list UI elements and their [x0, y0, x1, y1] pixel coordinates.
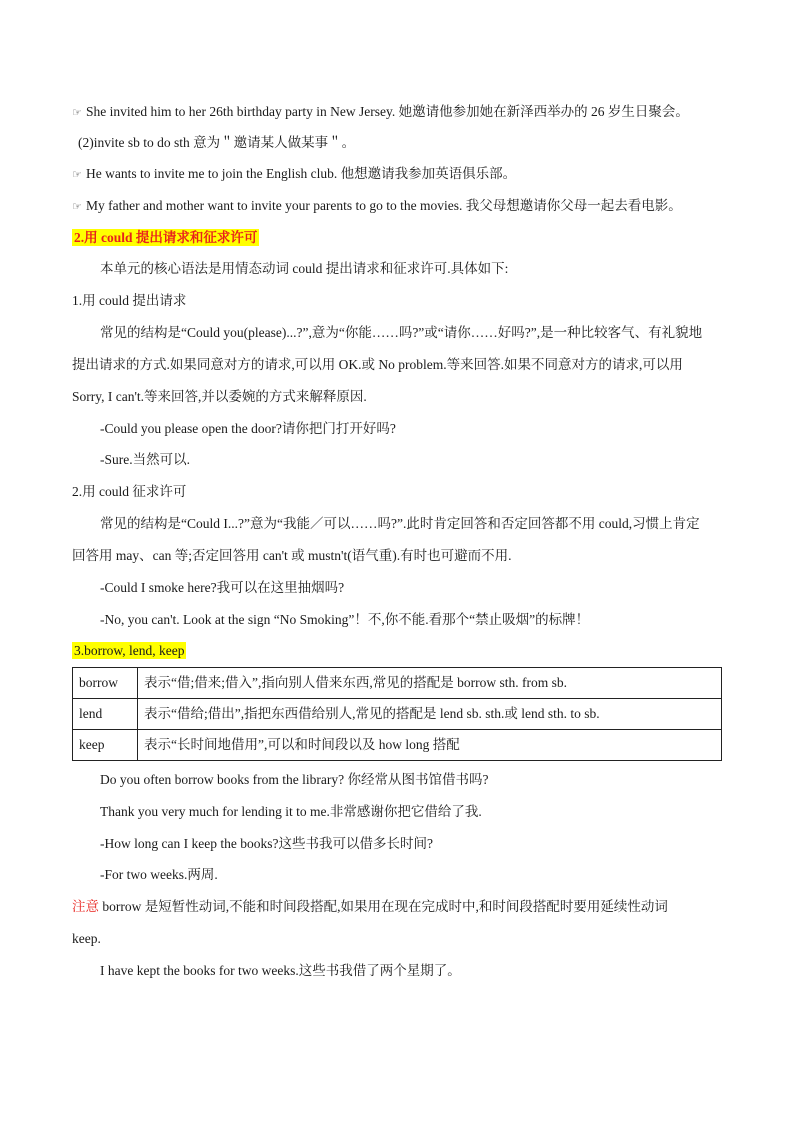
section-intro: 本单元的核心语法是用情态动词 could 提出请求和征求许可.具体如下:	[100, 261, 509, 276]
subheading: 2.用 could 征求许可	[72, 484, 187, 499]
paragraph-line: Sorry, I can't.等来回答,并以委婉的方式来解释原因.	[72, 389, 367, 404]
dialog-line: -Sure.当然可以.	[100, 452, 190, 467]
paragraph-line: 常见的结构是“Could I...?”意为“我能／可以……吗?”.此时肯定回答和否定回答都不用 could,习惯上肯定	[100, 516, 700, 531]
paragraph-line: 提出请求的方式.如果同意对方的请求,可以用 OK.或 No problem.等来回答.如果不同意对方的请求,可以用	[72, 357, 683, 372]
table-cell-desc: 表示“借给;借出”,指把东西借给别人,常见的搭配是 lend sb. sth.或 lend sth. to sb.	[138, 699, 722, 730]
example-sentence: Thank you very much for lending it to me.非常感谢你把它借给了我.	[100, 804, 482, 819]
note-label: 注意	[72, 899, 99, 914]
dialog-line: -Could you please open the door?请你把门打开好吗?	[100, 421, 396, 436]
dialog-line: -No, you can't. Look at the sign “No Smoking”！不,你不能.看那个“禁止吸烟”的标牌！	[100, 612, 590, 627]
table-cell-word: borrow	[73, 668, 138, 699]
table-row	[73, 668, 722, 699]
dialog-line: -How long can I keep the books?这些书我可以借多长时间?	[100, 836, 433, 851]
section-heading-could: 2.用 could 提出请求和征求许可	[74, 230, 258, 245]
note-continuation: keep.	[72, 931, 101, 946]
section-heading-borrow-lend-keep: 3.borrow, lend, keep	[74, 643, 185, 658]
table-cell-word: lend	[73, 699, 138, 730]
subheading: 1.用 could 提出请求	[72, 293, 187, 308]
table-cell-desc: 表示“长时间地借用”,可以和时间段以及 how long 搭配	[138, 730, 722, 761]
table-cell-word: keep	[73, 730, 138, 761]
example-sentence: ☞ She invited him to her 26th birthday party in New Jersey. 她邀请他参加她在新泽西举办的 26 岁生日聚会。	[72, 103, 689, 122]
table-row	[73, 699, 722, 730]
table-cell-desc: 表示“借;借来;借入”,指向别人借来东西,常见的搭配是 borrow sth. from sb.	[138, 668, 722, 699]
vocab-table	[72, 667, 722, 761]
example-sentence: Do you often borrow books from the library? 你经常从图书馆借书吗?	[100, 772, 489, 787]
dialog-line: -For two weeks.两周.	[100, 867, 218, 882]
pointing-hand-icon: ☞	[72, 106, 82, 119]
example-sentence: ☞ My father and mother want to invite your parents to go to the movies. 我父母想邀请你父母一起去看电影。	[72, 197, 682, 216]
dialog-line: -Could I smoke here?我可以在这里抽烟吗?	[100, 580, 345, 595]
example-sentence: ☞ He wants to invite me to join the English club. 他想邀请我参加英语俱乐部。	[72, 165, 516, 184]
usage-rule: (2)invite sb to do sth 意为＂邀请某人做某事＂。	[78, 135, 356, 150]
pointing-hand-icon: ☞	[72, 168, 82, 181]
example-sentence: I have kept the books for two weeks.这些书我借了两个星期了。	[100, 963, 461, 978]
paragraph-line: 常见的结构是“Could you(please)...?”,意为“你能……吗?”或“请你……好吗?”,是一种比较客气、有礼貌地	[100, 325, 703, 340]
note-line: 注意 borrow 是短暂性动词,不能和时间段搭配,如果用在现在完成时中,和时间段搭配时要用延续性动词	[72, 899, 668, 914]
table-row	[73, 730, 722, 761]
pointing-hand-icon: ☞	[72, 200, 82, 213]
paragraph-line: 回答用 may、can 等;否定回答用 can't 或 mustn't(语气重).有时也可避而不用.	[72, 548, 512, 563]
